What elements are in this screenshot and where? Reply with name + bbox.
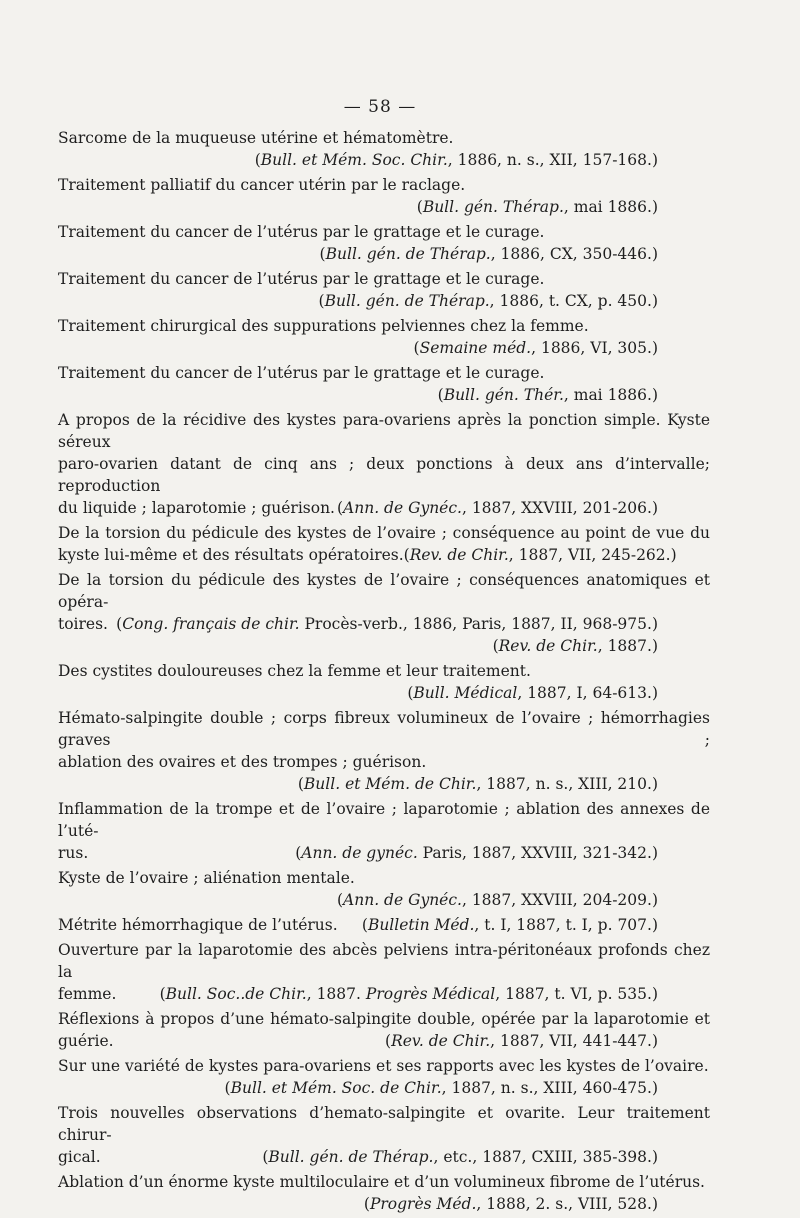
journal-name: Bulletin Méd. [367,916,475,934]
entry-citation: (Rev. de Chir., 1887, VII, 441-447.) [385,1032,658,1050]
bibliography-list [58,127,710,1218]
citation-details: , t. I, 1887, t. I, p. 707.) [474,916,658,934]
entry-title: A propos de la récidive des kystes para-ovariens après la ponction simple. Kyste séreux [58,411,710,451]
entry-citation: (Bull. gén. Thér., mai 1886.) [437,386,658,404]
journal-name: Bull. gén. de Thérap. [324,292,490,310]
entry-title: Trois nouvelles observations d’hemato-salpingite et ovarite. Leur traitement chirur- [58,1104,710,1144]
citation-details: , 1887.) [597,637,658,655]
citation-details: , 1887, I, 64-613.) [517,684,658,702]
bibliography-entry [58,221,710,265]
citation-details: , etc., 1887, CXIII, 385-398.) [433,1148,658,1166]
bibliography-entry [58,268,710,312]
journal-name: Progrès Médical [365,985,496,1003]
entry-citation: (Bull. Médical, 1887, I, 64-613.) [407,684,658,702]
entry-title: Kyste de l’ovaire ; aliénation mentale. [58,869,355,887]
entry-title: Traitement palliatif du cancer utérin par le raclage. [58,176,466,194]
journal-name: Bull. gén. de Thérap. [268,1148,434,1166]
citation-details: , 1887, VII, 245-262.) [508,546,677,564]
entry-title: Ouverture par la laparotomie des abcès pelviens intra-péritonéaux profonds chez la [58,941,710,981]
bibliography-entry [58,362,710,406]
entry-final-line [58,544,710,566]
bibliography-entry [58,939,710,1005]
journal-name: Bull. Médical [413,684,518,702]
bibliography-entry [58,798,710,864]
citation-details: Paris, 1887, XXVIII, 321-342.) [417,844,658,862]
entry-citation: (Semaine méd., 1886, VI, 305.) [413,339,658,357]
entry-citation: (Cong. français de chir. Procès-verb., 1886, Paris, 1887, II, 968-975.) [116,615,658,633]
journal-name: Ann. de gynéc. [301,844,418,862]
entry-title: Traitement du cancer de l’utérus par le grattage et le curage. [58,223,545,241]
entry-title: Traitement chirurgical des suppurations pelviennes chez la femme. [58,317,589,335]
bibliography-entry [58,660,710,704]
journal-name: Rev. de Chir. [498,637,598,655]
entry-citation: (Bull. et Mém. Soc. de Chir., 1887, n. s., XIII, 460-475.) [224,1079,658,1097]
entry-citation: (Bulletin Méd., t. I, 1887, t. I, p. 707.) [361,916,658,934]
entry-title: Ablation d’un énorme kyste multiloculaire et d’un volumineux fibrome de l’utérus. [58,1173,705,1191]
entry-title: Des cystites douloureuses chez la femme et leur traitement. [58,662,531,680]
entry-title: Sur une variété de kystes para-ovariens et ses rapports avec les kystes de l’ovaire. [58,1057,709,1075]
bibliography-entry [58,867,710,911]
entry-title: Traitement du cancer de l’utérus par le grattage et le curage. [58,270,545,288]
entry-title: Métrite hémorrhagique de l’utérus. [58,916,338,934]
citation-details: , mai 1886.) [563,198,658,216]
page-number: — 58 — [343,97,417,117]
journal-name: Bull. et Mém. Soc. de Chir. [230,1079,442,1097]
entry-final-line [58,842,710,864]
entry-title: Hémato-salpingite double ; corps fibreux volumineux de l’ovaire ; hémorrhagies graves ; [58,709,710,749]
citation-details: , mai 1886.) [563,386,658,404]
bibliography-entry [58,127,710,171]
entry-final-line [58,914,710,936]
citation-details: , 1886, n. s., XII, 157-168.) [447,151,658,169]
journal-name: Bull. gén. Thér. [443,386,564,404]
entry-title-end: femme. [58,985,117,1003]
entry-citation: (Bull. et Mém. de Chir., 1887, n. s., XIII, 210.) [297,775,658,793]
entry-final-line [58,983,710,1005]
bibliography-entry [58,1055,710,1099]
entry-citation: (Ann. de gynéc. Paris, 1887, XXVIII, 321-342.) [295,844,658,862]
citation-details: Procès-verb., 1886, Paris, 1887, II, 968-975.) [299,615,658,633]
citation-details: , 1887, n. s., XIII, 460-475.) [441,1079,658,1097]
journal-name: Ann. de Gynéc. [343,499,462,517]
bibliography-entry [58,569,710,657]
bibliography-entry [58,1171,710,1215]
entry-citation: (Bull. gén. Thérap., mai 1886.) [416,198,658,216]
entry-citation-secondary: (Rev. de Chir., 1887.) [492,637,658,655]
journal-name: Bull. Soc..de Chir. [165,985,307,1003]
entry-title-end: kyste lui-même et des résultats opératoires. [58,546,404,564]
journal-name: Bull. gén. Thérap. [422,198,564,216]
journal-name: Bull. et Mém. de Chir. [303,775,477,793]
entry-citation: (Ann. de Gynéc., 1887, XXVIII, 201-206.) [336,499,658,517]
entry-title-end: rus. [58,844,89,862]
bibliography-entry [58,409,710,519]
citation-details: , 1887, n. s., XIII, 210.) [476,775,658,793]
journal-name: Semaine méd. [419,339,532,357]
journal-name: Rev. de Chir. [409,546,509,564]
citation-details: , 1886, VI, 305.) [531,339,658,357]
bibliography-entry [58,914,710,936]
entry-citation: (Bull. gén. de Thérap., 1886, t. CX, p. 450.) [318,292,658,310]
journal-name: Progrès Méd. [369,1195,477,1213]
entry-citation: (Rev. de Chir., 1887, VII, 245-262.) [403,546,677,564]
citation-details: , 1887, t. VI, p. 535.) [495,985,658,1003]
entry-title: De la torsion du pédicule des kystes de l’ovaire ; conséquences anatomiques et opéra- [58,571,710,611]
entry-citation: (Ann. de Gynéc., 1887, XXVIII, 204-209.) [336,891,658,909]
entry-citation: (Bull. et Mém. Soc. Chir., 1886, n. s., XII, 157-168.) [254,151,658,169]
journal-name: Bull. et Mém. Soc. Chir. [260,151,448,169]
entry-title-end: gical. [58,1148,101,1166]
citation-details: , 1887. [306,985,361,1003]
entry-title-continued: paro-ovarien datant de cinq ans ; deux ponctions à deux ans d’intervalle; reproduction [58,455,710,495]
bibliography-entry [58,174,710,218]
entry-title-end: du liquide ; laparotomie ; guérison. [58,499,335,517]
entry-title: Sarcome de la muqueuse utérine et hématomètre. [58,129,454,147]
journal-name: Cong. français de chir. [122,615,300,633]
citation-details: , 1886, CX, 350-446.) [490,245,658,263]
entry-title: De la torsion du pédicule des kystes de l’ovaire ; conséquence au point de vue du [58,524,710,542]
citation-details: , 1886, t. CX, p. 450.) [489,292,658,310]
entry-final-line [58,497,710,519]
entry-title: Réflexions à propos d’une hémato-salpingite double, opérée par la laparotomie et [58,1010,710,1028]
entry-title-end: toires. [58,615,108,633]
journal-name: Ann. de Gynéc. [343,891,462,909]
entry-citation: (Bull. gén. de Thérap., etc., 1887, CXIII, 385-398.) [262,1148,658,1166]
entry-title-continued: ablation des ovaires et des trompes ; guérison. [58,753,427,771]
entry-citation: (Bull. gén. de Thérap., 1886, CX, 350-446.) [319,245,658,263]
entry-title: Inflammation de la trompe et de l’ovaire ; laparotomie ; ablation des annexes de l’uté- [58,800,710,840]
bibliography-entry [58,1008,710,1052]
bibliography-entry [58,522,710,566]
citation-details: , 1887, VII, 441-447.) [490,1032,658,1050]
bibliography-entry [58,707,710,795]
citation-details: , 1887, XXVIII, 201-206.) [461,499,658,517]
citation-details: , 1887, XXVIII, 204-209.) [461,891,658,909]
entry-final-line [58,1146,710,1168]
entry-citation: (Bull. Soc..de Chir., 1887. Progrès Médical, 1887, t. VI, p. 535.) [159,985,658,1003]
journal-name: Rev. de Chir. [391,1032,491,1050]
bibliography-entry [58,1102,710,1168]
entry-final-line [58,613,710,635]
entry-title-end: guérie. [58,1032,114,1050]
entry-title: Traitement du cancer de l’utérus par le grattage et le curage. [58,364,545,382]
citation-details: , 1888, 2. s., VIII, 528.) [476,1195,658,1213]
entry-citation: (Progrès Méd., 1888, 2. s., VIII, 528.) [363,1195,658,1213]
journal-name: Bull. gén. de Thérap. [325,245,491,263]
entry-final-line [58,1030,710,1052]
bibliography-entry [58,315,710,359]
